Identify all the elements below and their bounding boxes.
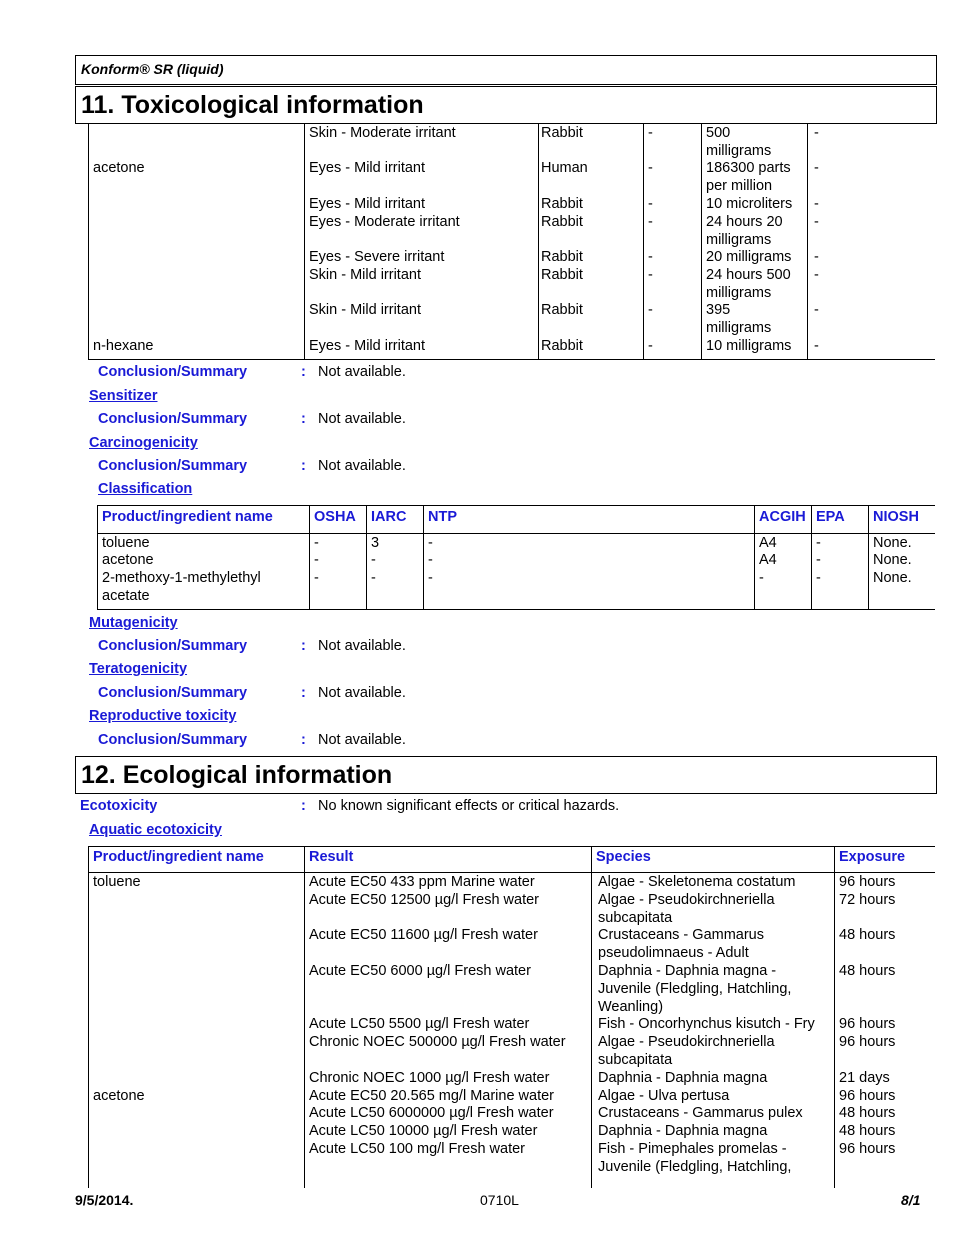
aquatic-species: Juvenile (Fledgling, Hatchling, — [598, 1158, 792, 1175]
irritation-species: Rabbit — [541, 214, 583, 230]
conclusion-value-1: Not available. — [318, 364, 406, 380]
ecotoxicity-label: Ecotoxicity — [80, 798, 158, 814]
irritation-score: - — [648, 214, 653, 230]
aquatic-result: Acute LC50 5500 µg/l Fresh water — [309, 1016, 530, 1033]
irritation-score: - — [648, 125, 653, 141]
aquatic-exposure: 96 hours — [839, 874, 896, 890]
classification-cell: 3 — [371, 535, 380, 551]
classification-cell: None. — [873, 535, 912, 551]
conclusion-label-5: Conclusion/Summary — [98, 685, 248, 701]
classification-cell: toluene — [102, 535, 150, 551]
colon-2: : — [301, 411, 306, 427]
aquatic-result: Acute EC50 433 ppm Marine water — [309, 874, 535, 890]
aquatic-exposure: 72 hours — [839, 891, 896, 908]
irritation-exposure: milligrams — [706, 319, 772, 336]
irritation-exposure: 186300 parts — [706, 160, 791, 176]
irritation-exposure: milligrams — [706, 142, 772, 159]
aquatic-species: Fish - Pimephales promelas - — [598, 1141, 787, 1157]
irritation-observation: - — [814, 338, 819, 354]
aquatic-species: Daphnia - Daphnia magna - — [598, 963, 777, 979]
conclusion-value-3: Not available. — [318, 458, 406, 474]
section-12-heading — [75, 756, 937, 794]
aquatic-exposure: 21 days — [839, 1069, 890, 1086]
irritation-score: - — [648, 249, 653, 265]
irritation-test: Skin - Mild irritant — [309, 302, 421, 318]
irritation-species: Rabbit — [541, 196, 583, 212]
aquatic-species: Crustaceans - Gammarus pulex — [598, 1105, 803, 1122]
classification-cell: - — [314, 535, 319, 551]
irritation-test: Eyes - Mild irritant — [309, 338, 426, 354]
aquatic-species: subcapitata — [598, 909, 673, 926]
aquatic-ecotoxicity-link[interactable]: Aquatic ecotoxicity — [89, 822, 222, 838]
conclusion-label-3: Conclusion/Summary — [98, 458, 248, 474]
aquatic-header: Exposure — [839, 849, 906, 865]
aquatic-exposure: 96 hours — [839, 1141, 896, 1157]
aquatic-result: Acute LC50 100 mg/l Fresh water — [309, 1141, 525, 1157]
irritation-observation: - — [814, 249, 819, 265]
irritation-species: Rabbit — [541, 338, 583, 354]
aquatic-species: Weanling) — [598, 998, 664, 1015]
classification-cell: None. — [873, 552, 912, 568]
aquatic-result: Chronic NOEC 500000 µg/l Fresh water — [309, 1034, 566, 1051]
irritation-observation: - — [814, 196, 819, 212]
aquatic-result: Acute EC50 12500 µg/l Fresh water — [309, 891, 540, 908]
irritation-species: Rabbit — [541, 125, 583, 141]
aquatic-result: Acute LC50 10000 µg/l Fresh water — [309, 1123, 538, 1140]
classification-cell: - — [371, 570, 376, 586]
section-11-title: 11. Toxicological information — [81, 91, 424, 119]
aquatic-species: Algae - Ulva pertusa — [598, 1087, 730, 1104]
aquatic-result: Acute EC50 20.565 mg/l Marine water — [309, 1087, 555, 1104]
irritation-observation: - — [814, 160, 819, 176]
classification-cell: - — [759, 570, 764, 586]
classification-header: OSHA — [314, 509, 356, 525]
reproductive-toxicity-link[interactable]: Reproductive toxicity — [89, 708, 237, 724]
irritation-species: Human — [541, 160, 588, 176]
conclusion-label-6: Conclusion/Summary — [98, 732, 248, 748]
irritation-species: Rabbit — [541, 267, 583, 283]
classification-cell: None. — [873, 570, 912, 586]
classification-cell: - — [314, 570, 319, 586]
irritation-observation: - — [814, 125, 819, 141]
classification-cell: - — [314, 552, 319, 568]
section-11-heading — [75, 86, 937, 124]
irritation-exposure: 395 — [706, 302, 731, 318]
irritation-exposure: per million — [706, 177, 773, 194]
aquatic-species: pseudolimnaeus - Adult — [598, 945, 749, 962]
aquatic-exposure: 48 hours — [839, 1105, 896, 1122]
section-12-title: 12. Ecological information — [81, 761, 393, 789]
irritation-test: Skin - Moderate irritant — [309, 125, 456, 141]
mutagenicity-link[interactable]: Mutagenicity — [89, 615, 178, 631]
conclusion-value-2: Not available. — [318, 411, 406, 427]
aquatic-exposure: 48 hours — [839, 963, 896, 979]
classification-cell: - — [816, 535, 821, 551]
classification-cell: A4 — [759, 535, 777, 551]
conclusion-label-1: Conclusion/Summary — [98, 364, 248, 380]
irritation-test: Eyes - Mild irritant — [309, 196, 426, 212]
irritation-test: Skin - Mild irritant — [309, 267, 421, 283]
classification-header: Product/ingredient name — [102, 509, 273, 525]
colon-6: : — [301, 732, 306, 748]
ecotoxicity-value: No known significant effects or critical hazards. — [318, 798, 620, 814]
irritation-species: Rabbit — [541, 302, 583, 318]
aquatic-species: subcapitata — [598, 1052, 673, 1068]
classification-header: NIOSH — [873, 509, 919, 525]
aquatic-header: Species — [596, 849, 651, 865]
aquatic-header: Product/ingredient name — [93, 849, 264, 865]
classification-cell: - — [428, 570, 433, 586]
aquatic-ingredient: acetone — [93, 1087, 145, 1104]
irritation-score: - — [648, 160, 653, 176]
footer-date: 9/5/2014. — [75, 1192, 134, 1208]
colon-3: : — [301, 458, 306, 474]
classification-cell: acetone — [102, 552, 154, 568]
irritation-score: - — [648, 338, 653, 354]
colon-4: : — [301, 638, 306, 654]
classification-cell: - — [816, 552, 821, 568]
classification-header: IARC — [371, 509, 407, 525]
aquatic-species: Daphnia - Daphnia magna — [598, 1069, 768, 1086]
conclusion-value-4: Not available. — [318, 638, 406, 654]
irritation-observation: - — [814, 214, 819, 230]
sensitizer-link[interactable]: Sensitizer — [89, 388, 158, 404]
aquatic-species: Fish - Oncorhynchus kisutch - Fry — [598, 1016, 815, 1033]
colon-5: : — [301, 685, 306, 701]
aquatic-exposure: 48 hours — [839, 927, 896, 944]
footer-page: 8/1 — [901, 1192, 921, 1208]
conclusion-value-5: Not available. — [318, 685, 406, 701]
classification-cell: - — [428, 552, 433, 568]
aquatic-exposure: 96 hours — [839, 1087, 896, 1104]
classification-cell: - — [428, 535, 433, 551]
aquatic-result: Chronic NOEC 1000 µg/l Fresh water — [309, 1069, 550, 1086]
aquatic-species: Algae - Skeletonema costatum — [598, 874, 796, 890]
product-name: Konform® SR (liquid) — [81, 61, 224, 77]
irritation-exposure: 500 — [706, 125, 731, 141]
irritation-exposure: 20 milligrams — [706, 249, 792, 265]
aquatic-exposure: 48 hours — [839, 1123, 896, 1140]
aquatic-exposure: 96 hours — [839, 1016, 896, 1033]
classification-cell: - — [816, 570, 821, 586]
irritation-test: Eyes - Severe irritant — [309, 249, 445, 265]
irritation-exposure: 10 microliters — [706, 196, 793, 212]
teratogenicity-link[interactable]: Teratogenicity — [89, 661, 188, 677]
aquatic-result: Acute EC50 11600 µg/l Fresh water — [309, 927, 538, 944]
irritation-score: - — [648, 302, 653, 318]
irritation-observation: - — [814, 267, 819, 283]
irritation-species: Rabbit — [541, 249, 583, 265]
irritation-ingredient: acetone — [93, 160, 145, 176]
aquatic-species: Algae - Pseudokirchneriella — [598, 891, 775, 908]
aquatic-ingredient: toluene — [93, 874, 141, 890]
document-header — [75, 55, 937, 85]
aquatic-species: Juvenile (Fledgling, Hatchling, — [598, 980, 792, 997]
classification-cell: A4 — [759, 552, 777, 568]
classification-cell: - — [371, 552, 376, 568]
aquatic-exposure: 96 hours — [839, 1034, 896, 1051]
aquatic-species: Crustaceans - Gammarus — [598, 927, 764, 944]
conclusion-label-4: Conclusion/Summary — [98, 638, 248, 654]
classification-header: NTP — [428, 509, 457, 525]
irritation-exposure: milligrams — [706, 231, 772, 248]
classification-link[interactable]: Classification — [98, 481, 193, 497]
classification-cell: acetate — [102, 588, 150, 604]
carcinogenicity-link[interactable]: Carcinogenicity — [89, 435, 198, 451]
irritation-exposure: milligrams — [706, 284, 772, 301]
aquatic-header: Result — [309, 849, 354, 865]
irritation-exposure: 10 milligrams — [706, 338, 792, 354]
aquatic-species: Daphnia - Daphnia magna — [598, 1123, 768, 1140]
classification-header: EPA — [816, 509, 845, 525]
irritation-exposure: 24 hours 500 — [706, 267, 791, 283]
irritation-ingredient: n-hexane — [93, 338, 154, 354]
classification-cell: 2-methoxy-1-methylethyl — [102, 570, 261, 586]
classification-header: ACGIH — [759, 509, 806, 525]
irritation-exposure: 24 hours 20 — [706, 214, 783, 230]
irritation-test: Eyes - Mild irritant — [309, 160, 426, 176]
irritation-score: - — [648, 196, 653, 212]
colon-eco: : — [301, 798, 306, 814]
irritation-observation: - — [814, 302, 819, 318]
aquatic-result: Acute EC50 6000 µg/l Fresh water — [309, 963, 531, 979]
aquatic-species: Algae - Pseudokirchneriella — [598, 1034, 775, 1051]
irritation-score: - — [648, 267, 653, 283]
conclusion-label-2: Conclusion/Summary — [98, 411, 248, 427]
colon-1: : — [301, 364, 306, 380]
footer-code: 0710L — [480, 1192, 519, 1208]
conclusion-value-6: Not available. — [318, 732, 406, 748]
irritation-test: Eyes - Moderate irritant — [309, 214, 460, 230]
aquatic-result: Acute LC50 6000000 µg/l Fresh water — [309, 1105, 554, 1122]
